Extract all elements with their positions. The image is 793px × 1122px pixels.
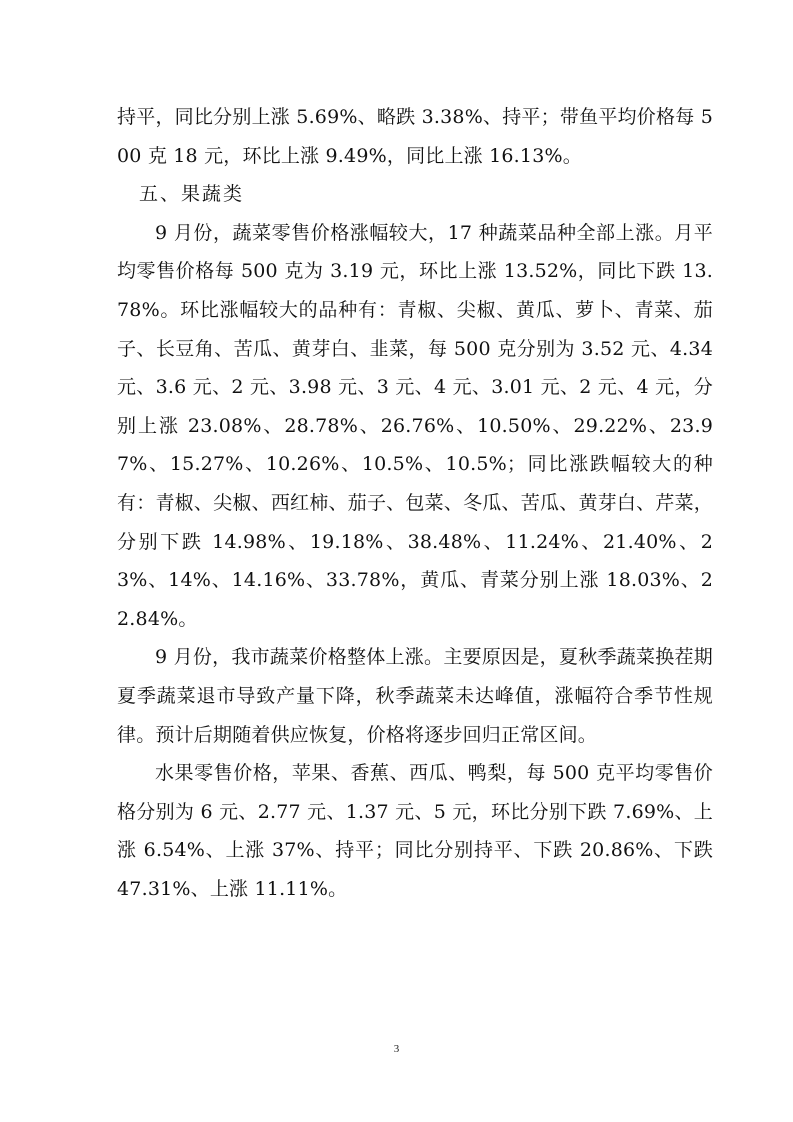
section-heading-fruits-vegetables: 五、果蔬类 [139,183,245,206]
paragraph-price-reasons: 9 月份，我市蔬菜价格整体上涨。主要原因是，夏秋季蔬菜换茬期夏季蔬菜退市导致产量下降，秋季蔬菜未达峰值，涨幅符合季节性规律。预计后期随着供应恢复，价格将逐步回归正常区间。 [117,646,713,746]
paragraph-fruit-prices: 水果零售价格，苹果、香蕉、西瓜、鸭梨，每 500 克平均零售价格分别为 6 元、2.77 元、1.37 元、5 元，环比分别下跌 7.69%、上涨 6.54%、上涨 37%、持平；同比分别持平、下跌 20.86%、下跌 47.31%、上涨 11.11%。 [117,762,713,900]
page-number: 3 [393,1043,400,1055]
paragraph-vegetable-prices: 9 月份，蔬菜零售价格涨幅较大，17 种蔬菜品种全部上涨。月平均零售价格每 500 克为 3.19 元，环比上涨 13.52%，同比下跌 13.78%。环比涨幅较大的品种有：青椒、尖椒、黄瓜、萝卜、青菜、茄子、长豆角、苦瓜、黄芽白、韭菜，每 500 克分别为 3.52 元、4.34 元、3.6 元、2 元、3.98 元、3 元、4 元、3.01 元、2 元、4 元，分别上涨 23.08%、28.78%、26.76%、10.50%、29.22%、23.97%、15.27%、10.26%、10.5%、10.5%；同比涨跌幅较大的种有：青椒、尖椒、西红柿、茄子、包菜、冬瓜、苦瓜、黄芽白、芹菜，分别下跌 14.98%、19.18%、38.48%、11.24%、21.40%、23%、14%、14.16%、33.78%，黄瓜、青菜分别上涨 18.03%、22.84%。 [117,221,713,630]
paragraph-seafood-continuation: 持平，同比分别上涨 5.69%、略跌 3.38%、持平；带鱼平均价格每 500 克 18 元，环比上涨 9.49%，同比上涨 16.13%。 [117,106,713,167]
document-body [117,98,713,908]
